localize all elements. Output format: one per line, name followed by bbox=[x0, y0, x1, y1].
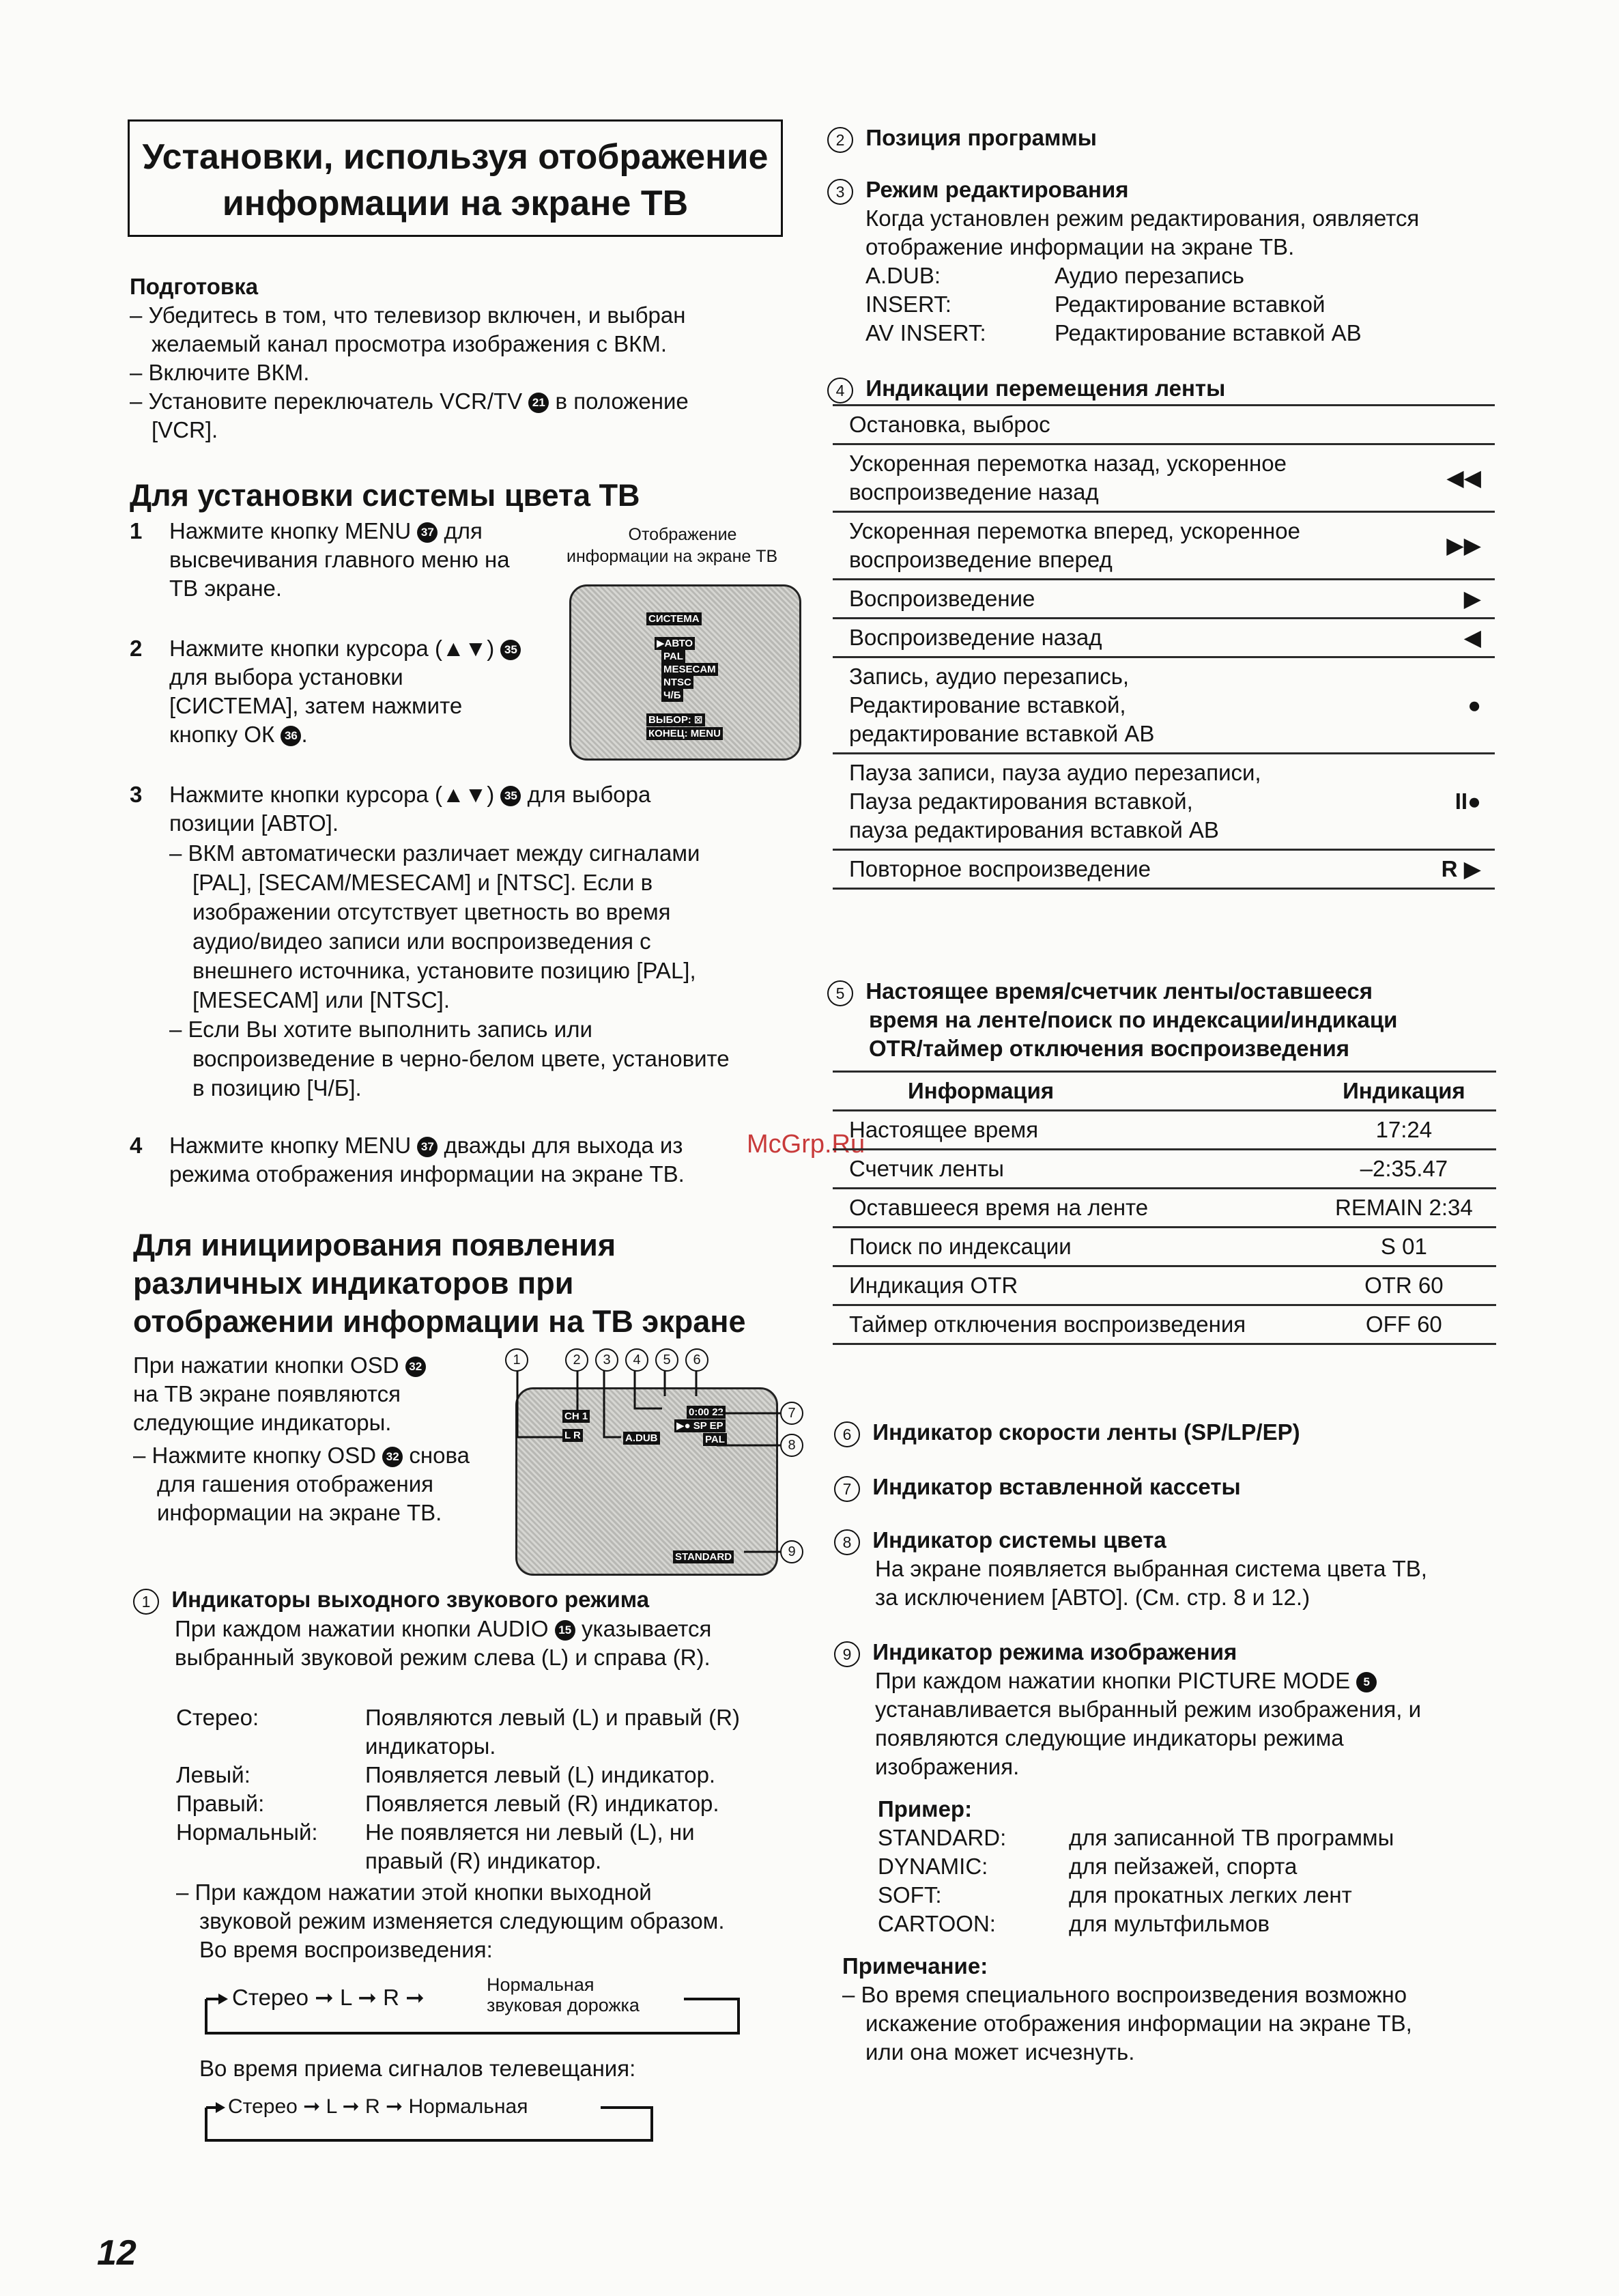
step-3-bullet-1: [MESECAM] или [NTSC]. bbox=[192, 987, 450, 1012]
step-3-bullet-1: изображении отсутствует цветность во время bbox=[192, 899, 671, 924]
table-row bbox=[833, 406, 1495, 444]
item-number-7: 7 bbox=[834, 1476, 860, 1502]
osd-menu-hint: ВЫБОР: ⊠ bbox=[646, 713, 705, 726]
item-5-line-3: OTR/таймер отключения воспроизведения bbox=[869, 1036, 1350, 1061]
example-key: STANDARD: bbox=[878, 1825, 1007, 1850]
example-key: CARTOON: bbox=[878, 1911, 996, 1936]
edit-mode-key: INSERT: bbox=[865, 292, 951, 317]
reverse-play-icon: ◀ bbox=[1411, 619, 1495, 657]
step-2-line-4: кнопку ОК 36 . bbox=[169, 722, 308, 747]
item-9-heading: 9 Индикатор режима изображения bbox=[834, 1637, 1237, 1667]
item-number-8: 8 bbox=[834, 1529, 860, 1555]
osd-edit-mode: A.DUB bbox=[623, 1432, 660, 1445]
indication-cell: 17:24 bbox=[1309, 1111, 1496, 1150]
cursor-button-icon: 35 bbox=[500, 640, 521, 660]
info-cell: Поиск по индексации bbox=[833, 1228, 1309, 1266]
table-row bbox=[833, 1150, 1496, 1189]
step-4-number: 4 bbox=[130, 1133, 143, 1158]
prep-item-2: – Включите ВКМ. bbox=[130, 360, 310, 385]
table-row bbox=[833, 754, 1495, 850]
callout-8: 8 bbox=[780, 1434, 803, 1457]
menu-button-icon: 37 bbox=[417, 522, 438, 543]
step-2-number: 2 bbox=[130, 636, 143, 661]
table-cell: Воспроизведение bbox=[833, 580, 1411, 619]
audio-line-2: выбранный звуковой режим слева (L) и справа (R). bbox=[175, 1645, 711, 1670]
osd-menu-hint: КОНЕЦ: MENU bbox=[646, 727, 723, 740]
step-3-line-2: позиции [АВТО]. bbox=[169, 810, 339, 836]
prep-heading: Подготовка bbox=[130, 274, 259, 299]
audio-mode-value: Появляется левый (L) индикатор. bbox=[365, 1762, 716, 1787]
info-cell: Счетчик ленты bbox=[833, 1150, 1309, 1189]
example-key: SOFT: bbox=[878, 1882, 942, 1908]
step-4-line-1: Нажмите кнопку MENU 37 дважды для выхода из bbox=[169, 1133, 683, 1158]
osd-menu-item: ▶АВТО bbox=[655, 637, 695, 650]
indication-cell: OTR 60 bbox=[1309, 1266, 1496, 1305]
callout-2: 2 bbox=[565, 1348, 588, 1372]
indicators-heading-line-3: отображении информации на ТВ экране bbox=[133, 1304, 746, 1339]
osd-picture-mode: STANDARD bbox=[673, 1550, 734, 1563]
edit-mode-value: Редактирование вставкой bbox=[1055, 292, 1326, 317]
note-line-2: искажение отображения информации на экране ТВ, bbox=[865, 2011, 1412, 2036]
osd-menu-item: NTSC bbox=[661, 676, 693, 689]
callout-5: 5 bbox=[655, 1348, 678, 1372]
table-row bbox=[833, 1266, 1496, 1305]
table-row bbox=[833, 1189, 1496, 1228]
title-line-2: информации на экране ТВ bbox=[222, 184, 689, 223]
example-value: для пейзажей, спорта bbox=[1069, 1854, 1298, 1879]
table-cell: Запись, аудио перезапись, Редактирование вставкой, редактирование вставкой АВ bbox=[833, 657, 1411, 754]
item-4-heading: 4 Индикации перемещения ленты bbox=[827, 373, 1225, 403]
example-key: DYNAMIC: bbox=[878, 1854, 988, 1879]
table-row bbox=[833, 850, 1495, 889]
item-number-5: 5 bbox=[827, 980, 853, 1006]
item-3-heading: 3 Режим редактирования bbox=[827, 175, 1128, 205]
audio-bullet-3: Во время воспроизведения: bbox=[199, 1937, 493, 1962]
audio-mode-label: Нормальный: bbox=[176, 1819, 318, 1845]
title-line-1: Установки, используя отображение bbox=[142, 137, 769, 177]
item-8-heading: 8 Индикатор системы цвета bbox=[834, 1525, 1166, 1555]
osd-menu-item: PAL bbox=[661, 650, 685, 663]
callout-1: 1 bbox=[505, 1348, 528, 1372]
indicators-text-6: информации на экране ТВ. bbox=[157, 1500, 442, 1525]
table-cell: Ускоренная перемотка назад, ускоренное воспроизведение назад bbox=[833, 444, 1411, 512]
table-row bbox=[833, 580, 1495, 619]
note-line-1: – Во время специального воспроизведения возможно bbox=[842, 1982, 1407, 2007]
osd-menu-item: Ч/Б bbox=[661, 689, 683, 702]
table-row bbox=[833, 1305, 1496, 1344]
item-number-3: 3 bbox=[827, 179, 853, 205]
indicators-text-5: для гашения отображения bbox=[157, 1471, 434, 1497]
prep-item-1-line-2: желаемый канал просмотра изображения с ВКМ. bbox=[152, 331, 668, 356]
audio-mode-label: Стерео: bbox=[176, 1705, 259, 1730]
item-7-heading: 7 Индикатор вставленной кассеты bbox=[834, 1472, 1241, 1502]
step-3-bullet-2: – Если Вы хотите выполнить запись или bbox=[169, 1017, 592, 1042]
audio-mode-value: правый (R) индикатор. bbox=[365, 1848, 602, 1873]
prep-item-3: – Установите переключатель VCR/TV 21 в положение bbox=[130, 388, 689, 414]
step-3-bullet-2: в позицию [Ч/Б]. bbox=[192, 1075, 362, 1101]
menu-button-icon: 37 bbox=[417, 1137, 438, 1157]
step-3-bullet-1: внешнего источника, установите позицию [PAL], bbox=[192, 958, 696, 983]
item-5-line-2: время на ленте/поиск по индексации/индикаци bbox=[869, 1007, 1398, 1032]
indication-column-header: Индикация bbox=[1309, 1072, 1496, 1111]
indicators-heading-line-2: различных индикаторов при bbox=[133, 1266, 574, 1301]
item-number-4: 4 bbox=[827, 378, 853, 403]
osd-color-system: PAL bbox=[703, 1433, 727, 1446]
osd-menu-item: MESECAM bbox=[661, 663, 718, 676]
flow-1-text: Стерео ➞ L ➞ R ➞ bbox=[232, 1985, 425, 2010]
info-cell: Таймер отключения воспроизведения bbox=[833, 1305, 1309, 1344]
step-1-line-2: высвечивания главного меню на bbox=[169, 547, 510, 572]
indication-cell: OFF 60 bbox=[1309, 1305, 1496, 1344]
info-column-header: Информация bbox=[833, 1072, 1309, 1111]
callout-9: 9 bbox=[780, 1540, 803, 1563]
osd-channel: CH 1 bbox=[562, 1410, 590, 1423]
table-cell: Ускоренная перемотка вперед, ускоренное воспроизведение вперед bbox=[833, 512, 1411, 580]
indicators-text-3: следующие индикаторы. bbox=[133, 1410, 392, 1435]
item-9-line-1: При каждом нажатии кнопки PICTURE MODE 5 bbox=[875, 1666, 1377, 1695]
step-3-bullet-1: – ВКМ автоматически различает между сигналами bbox=[169, 840, 700, 866]
step-3-bullet-2: воспроизведение в черно-белом цвете, установите bbox=[192, 1046, 730, 1071]
item-number-1: 1 bbox=[133, 1589, 159, 1615]
osd-button-icon: 32 bbox=[382, 1447, 403, 1467]
edit-mode-key: A.DUB: bbox=[865, 263, 941, 288]
repeat-play-icon: R ▶ bbox=[1411, 850, 1495, 889]
record-icon: ● bbox=[1411, 657, 1495, 754]
step-1-line-3: ТВ экране. bbox=[169, 576, 283, 601]
fast-forward-icon: ▶▶ bbox=[1411, 512, 1495, 580]
step-3-line-1: Нажмите кнопки курсора (▲▼) 35 для выбора bbox=[169, 782, 651, 807]
audio-mode-value: Появляются левый (L) и правый (R) bbox=[365, 1705, 740, 1730]
audio-bullet-1: – При каждом нажатии этой кнопки выходной bbox=[176, 1880, 652, 1905]
picture-mode-button-icon: 5 bbox=[1356, 1672, 1377, 1692]
item-9-line-2: устанавливается выбранный режим изображения, и bbox=[875, 1697, 1422, 1722]
table-cell: Воспроизведение назад bbox=[833, 619, 1411, 657]
example-heading: Пример: bbox=[878, 1796, 973, 1822]
indication-cell: –2:35.47 bbox=[1309, 1150, 1496, 1189]
edit-mode-value: Аудио перезапись bbox=[1055, 263, 1244, 288]
callout-7: 7 bbox=[780, 1402, 803, 1425]
indication-cell: REMAIN 2:34 bbox=[1309, 1189, 1496, 1228]
audio-bullet-2: звуковой режим изменяется следующим образом. bbox=[199, 1908, 725, 1933]
table-cell: Повторное воспроизведение bbox=[833, 850, 1411, 889]
step-1-number: 1 bbox=[130, 518, 143, 543]
edit-mode-key: AV INSERT: bbox=[865, 320, 986, 345]
item-8-line-1: На экране появляется выбранная система цвета ТВ, bbox=[875, 1556, 1427, 1581]
table-header-row bbox=[833, 1072, 1496, 1111]
table-row bbox=[833, 1111, 1496, 1150]
item-9-line-3: появляются следующие индикаторы режима bbox=[875, 1725, 1344, 1751]
screen-caption-1: Отображение bbox=[628, 525, 737, 544]
note-heading: Примечание: bbox=[842, 1953, 988, 1979]
audio-line-1: При каждом нажатии кнопки AUDIO 15 указывается bbox=[175, 1616, 712, 1641]
step-3-number: 3 bbox=[130, 782, 143, 807]
callout-4: 4 bbox=[625, 1348, 648, 1372]
prep-item-1-line-1: – Убедитесь в том, что телевизор включен, и выбран bbox=[130, 302, 686, 328]
rewind-icon: ◀◀ bbox=[1411, 444, 1495, 512]
table-row bbox=[833, 657, 1495, 754]
info-table bbox=[833, 1071, 1496, 1345]
osd-speed: ▶● SP EP bbox=[674, 1419, 726, 1432]
indicators-text-4: – Нажмите кнопку OSD 32 снова bbox=[133, 1443, 470, 1468]
osd-audio-lr: L R bbox=[562, 1429, 583, 1442]
indication-cell: S 01 bbox=[1309, 1228, 1496, 1266]
item-6-heading: 6 Индикатор скорости ленты (SP/LP/EP) bbox=[834, 1417, 1300, 1447]
info-cell: Индикация OTR bbox=[833, 1266, 1309, 1305]
prep-item-3-line-2: [VCR]. bbox=[152, 417, 218, 442]
info-cell: Настоящее время bbox=[833, 1111, 1309, 1150]
table-row bbox=[833, 512, 1495, 580]
table-row bbox=[833, 1228, 1496, 1266]
item-2-heading: 2 Позиция программы bbox=[827, 123, 1097, 153]
screen-caption-2: информации на экране ТВ bbox=[567, 547, 778, 566]
osd-time: 0:00 22 bbox=[687, 1406, 726, 1419]
table-row bbox=[833, 444, 1495, 512]
indicators-heading-line-1: Для инициирования появления bbox=[133, 1228, 616, 1262]
item-3-line-1: Когда установлен режим редактирования, оявляется bbox=[865, 205, 1420, 231]
item-3-line-2: отображение информации на экране ТВ. bbox=[865, 234, 1295, 259]
stop-eject-symbol bbox=[1411, 406, 1495, 444]
step-2-line-3: [СИСТЕМА], затем нажмите bbox=[169, 693, 463, 718]
table-cell: Пауза записи, пауза аудио перезаписи, Пауза редактирования вставкой, пауза редактирования вставкой АВ bbox=[833, 754, 1411, 850]
edit-mode-value: Редактирование вставкой АВ bbox=[1055, 320, 1362, 345]
title-box bbox=[128, 119, 783, 237]
audio-bullet-4: Во время приема сигналов телевещания: bbox=[199, 2056, 636, 2081]
flow-1-end-1: Нормальная bbox=[487, 1974, 594, 1995]
example-value: для прокатных легких лент bbox=[1069, 1882, 1352, 1908]
play-icon: ▶ bbox=[1411, 580, 1495, 619]
ok-button-icon: 36 bbox=[281, 726, 301, 746]
table-row bbox=[833, 619, 1495, 657]
example-value: для записанной ТВ программы bbox=[1069, 1825, 1394, 1850]
cursor-button-icon: 35 bbox=[500, 786, 521, 806]
callout-lines bbox=[498, 1348, 812, 1594]
indicators-text-1: При нажатии кнопки OSD 32 bbox=[133, 1350, 426, 1380]
audio-mode-value: индикаторы. bbox=[365, 1733, 496, 1759]
audio-mode-value: Не появляется ни левый (L), ни bbox=[365, 1819, 695, 1845]
step-2-line-1: Нажмите кнопки курсора (▲▼) 35 bbox=[169, 634, 521, 663]
item-number-2: 2 bbox=[827, 127, 853, 153]
example-value: для мультфильмов bbox=[1069, 1911, 1270, 1936]
flow-2-text: Стерео ➞ L ➞ R ➞ Нормальная bbox=[228, 2095, 528, 2118]
item-9-line-4: изображения. bbox=[875, 1754, 1020, 1779]
flow-1-end-2: звуковая дорожка bbox=[487, 1995, 640, 2015]
step-1-line-1: Нажмите кнопку MENU 37 для bbox=[169, 518, 483, 543]
note-line-3: или она может исчезнуть. bbox=[865, 2039, 1135, 2065]
info-cell: Оставшееся время на ленте bbox=[833, 1189, 1309, 1228]
step-4-line-2: режима отображения информации на экране ТВ. bbox=[169, 1161, 685, 1187]
audio-mode-label: Правый: bbox=[176, 1791, 265, 1816]
callout-6: 6 bbox=[685, 1348, 708, 1372]
callout-3: 3 bbox=[595, 1348, 618, 1372]
osd-button-icon: 32 bbox=[405, 1357, 426, 1377]
item-number-9: 9 bbox=[834, 1641, 860, 1667]
indicators-text-2: на ТВ экране появляются bbox=[133, 1381, 401, 1406]
page-number: 12 bbox=[97, 2233, 137, 2273]
system-menu-screen bbox=[569, 584, 801, 761]
step-2-line-2: для выбора установки bbox=[169, 664, 403, 690]
watermark: McGrp.Ru bbox=[747, 1130, 865, 1159]
item-number-6: 6 bbox=[834, 1421, 860, 1447]
tape-indications-table bbox=[833, 404, 1495, 890]
step-3-bullet-1: аудио/видео записи или воспроизведения с bbox=[192, 929, 651, 954]
item-8-line-2: за исключением [АВТО]. (См. стр. 8 и 12.) bbox=[875, 1585, 1310, 1610]
record-pause-icon: II● bbox=[1411, 754, 1495, 850]
table-cell: Остановка, выброс bbox=[833, 406, 1411, 444]
osd-menu-title: СИСТЕМА bbox=[646, 612, 702, 625]
item-5-heading: 5 Настоящее время/счетчик ленты/оставшееся bbox=[827, 976, 1373, 1006]
vcr-tv-switch-icon: 21 bbox=[528, 393, 549, 413]
color-system-heading: Для установки системы цвета ТВ bbox=[130, 478, 640, 513]
audio-mode-label: Левый: bbox=[176, 1762, 250, 1787]
audio-heading: 1 Индикаторы выходного звукового режима bbox=[133, 1585, 649, 1615]
audio-mode-value: Появляется левый (R) индикатор. bbox=[365, 1791, 719, 1816]
step-3-bullet-1: [PAL], [SECAM/MESECAM] и [NTSC]. Если в bbox=[192, 870, 653, 895]
audio-button-icon: 15 bbox=[555, 1620, 575, 1641]
